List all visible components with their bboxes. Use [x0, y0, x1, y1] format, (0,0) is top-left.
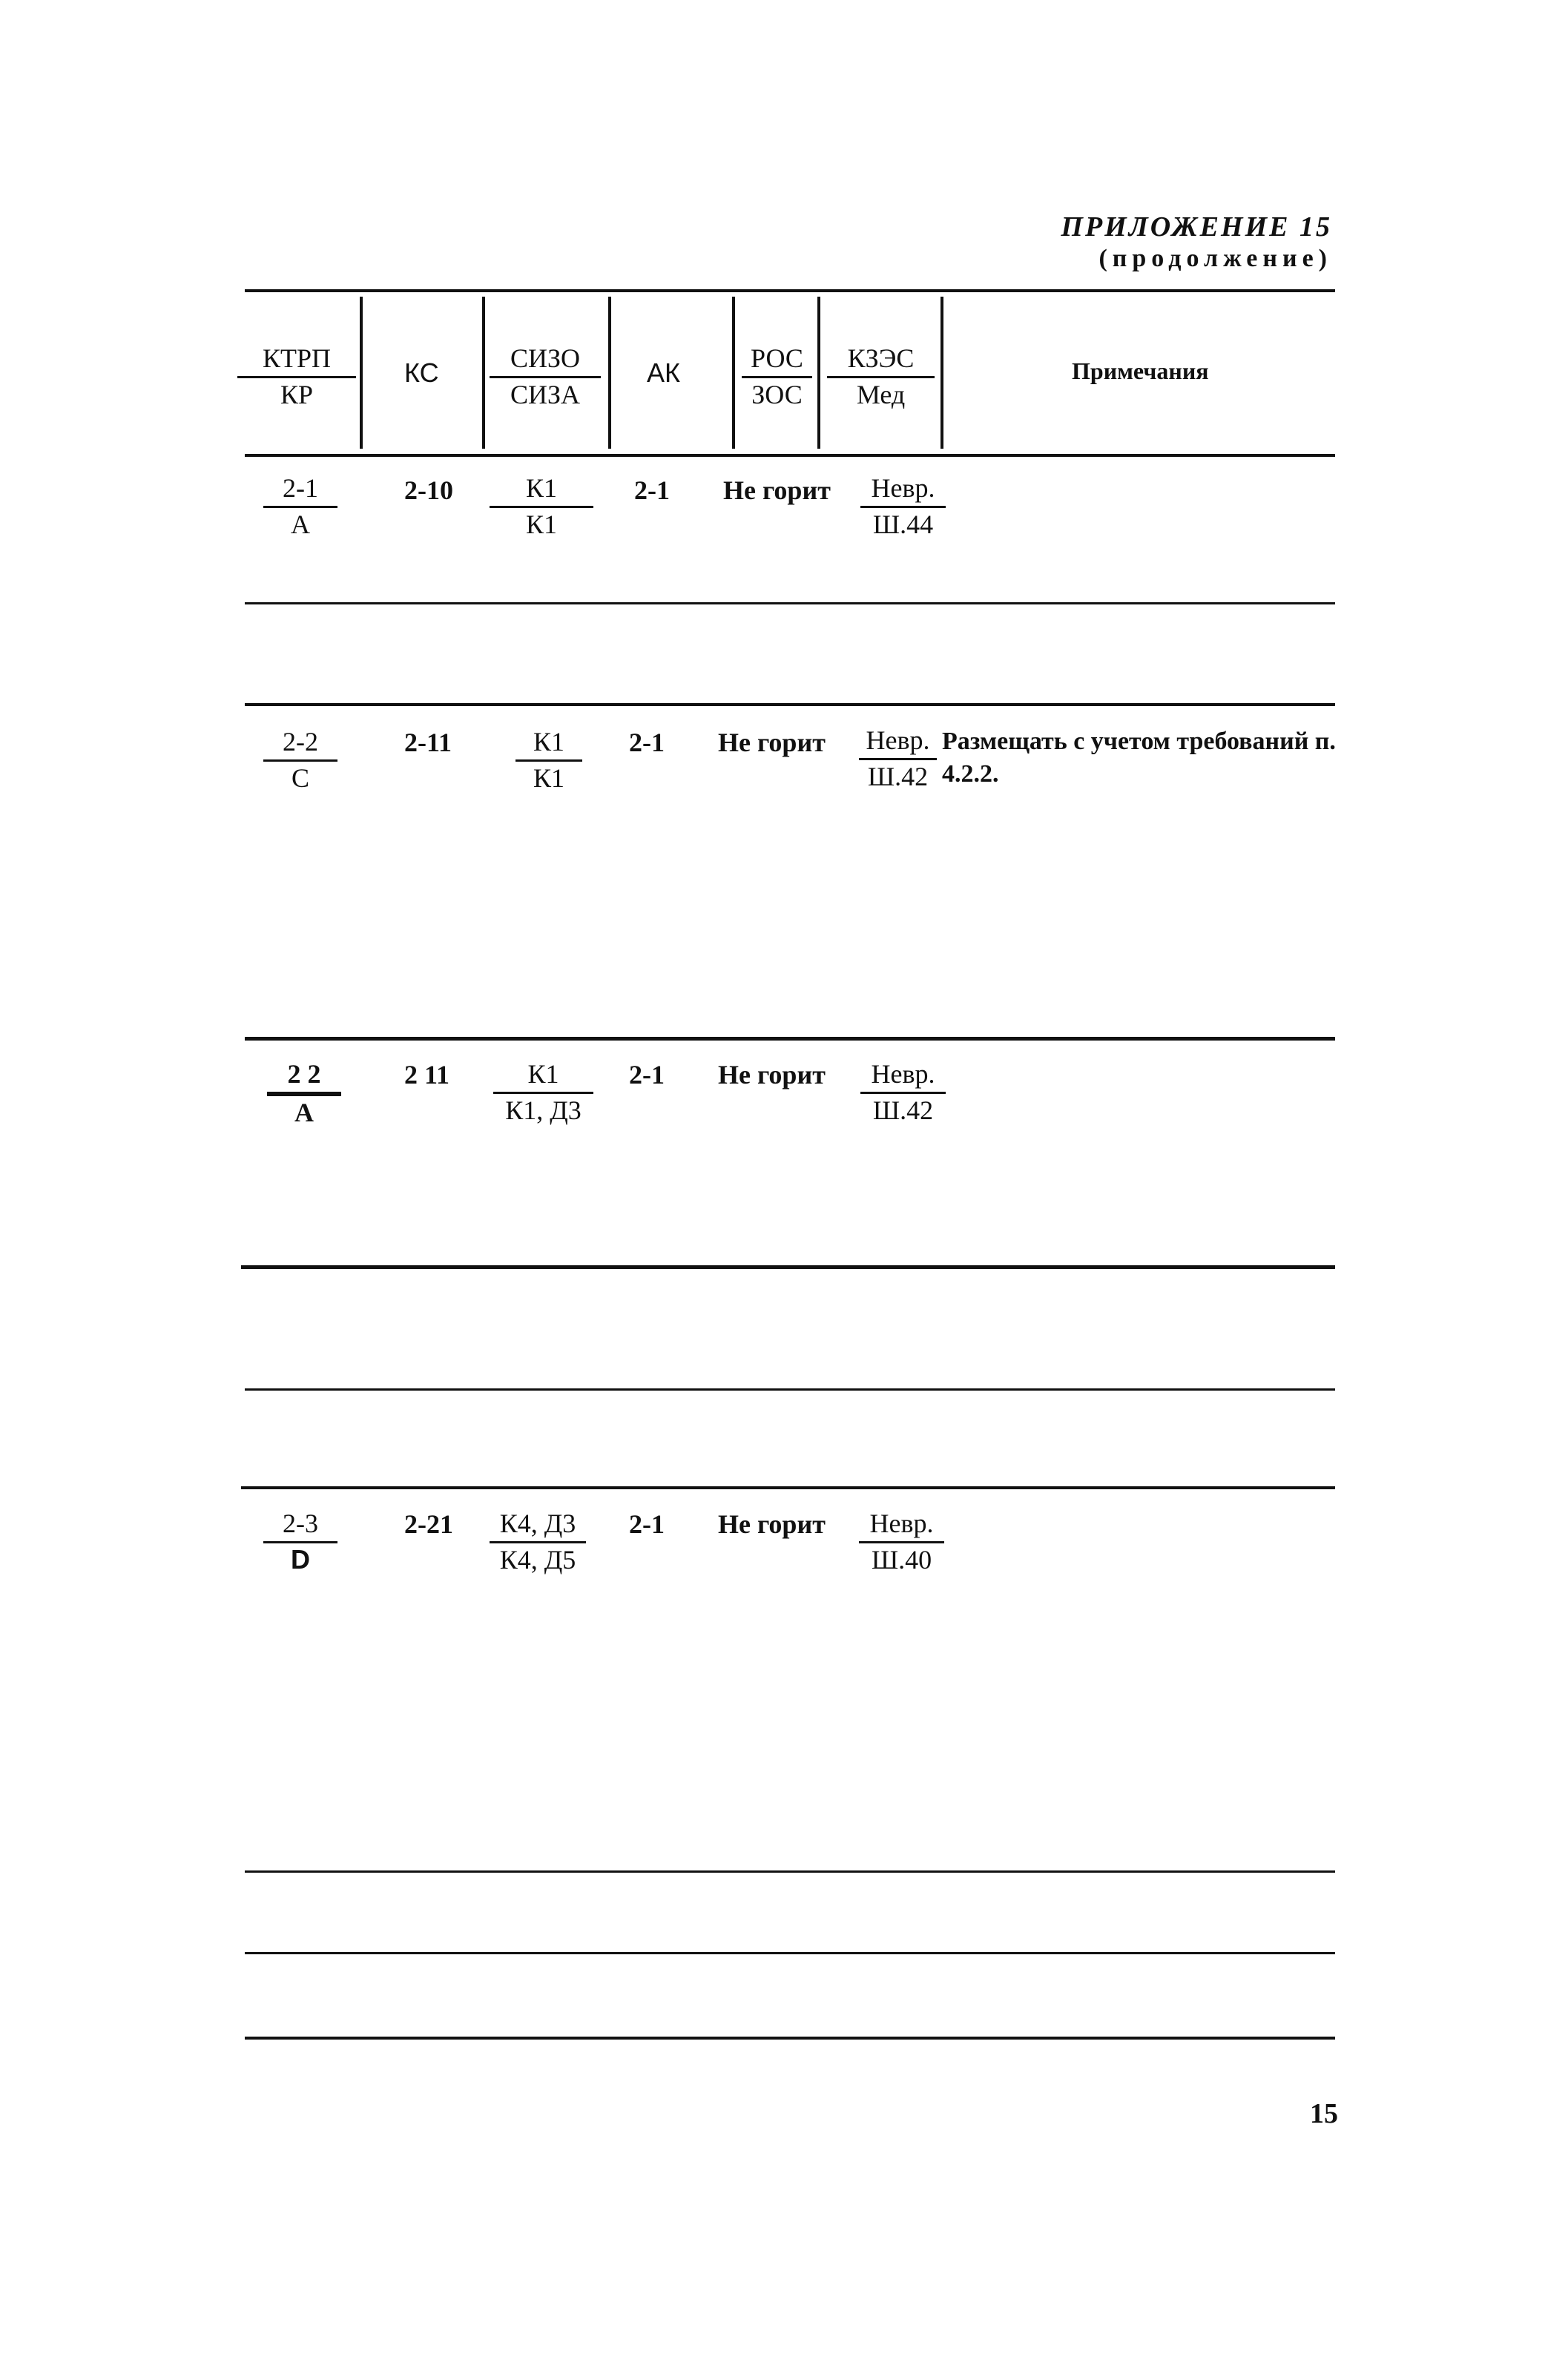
row3-kzes-den: Ш.42 — [872, 1095, 934, 1125]
header-ktrp-num: КТРП — [237, 345, 356, 378]
bottom-rule-3 — [245, 2037, 1335, 2040]
row1-bottom-rule — [245, 602, 1335, 604]
row2-top-rule — [245, 703, 1335, 706]
row4-ktrp — [263, 1510, 337, 1573]
header-ktrp — [237, 345, 356, 408]
row2-note: Размещать с учетом требований п. 4.2.2. — [942, 728, 1336, 788]
row1-ks: 2-10 — [404, 475, 453, 505]
appendix-title: ПРИЛОЖЕНИЕ 15 — [1061, 211, 1332, 243]
header-ak: АК — [647, 357, 680, 388]
row4-ros: Не горит — [718, 1509, 826, 1539]
row3-top-rule — [245, 1037, 1335, 1041]
row3-ak: 2-1 — [629, 1060, 665, 1090]
row4-sizo-den: К4, Д5 — [499, 1545, 576, 1575]
header-sizo — [490, 345, 601, 408]
row1-ktrp-den: A — [291, 510, 310, 539]
row4-kzes — [859, 1510, 944, 1573]
row3-ktrp-num: 2 2 — [267, 1061, 341, 1096]
row2-ktrp-den: C — [291, 763, 309, 793]
row4-ak: 2-1 — [629, 1509, 665, 1539]
row4-ktrp-num: 2-3 — [263, 1510, 337, 1543]
row1-sizo-num: К1 — [490, 475, 593, 508]
row2-ktrp — [263, 728, 337, 791]
row1-sizo-den: К1 — [525, 510, 557, 539]
row4-ks: 2-21 — [404, 1509, 453, 1539]
row1-ros: Не горит — [723, 475, 831, 505]
row1-ktrp — [263, 475, 337, 538]
row1-ktrp-num: 2-1 — [263, 475, 337, 508]
row3-sizo-num: К1 — [493, 1061, 593, 1094]
header-sizo-num: СИЗО — [490, 345, 601, 378]
header-sizo-den: СИЗА — [510, 380, 581, 409]
page-number: 15 — [1310, 2098, 1338, 2129]
row1-kzes-num: Невр. — [860, 475, 946, 508]
header-kzes — [827, 345, 935, 408]
header-ros-den: ЗОС — [751, 380, 803, 409]
row3-sizo — [493, 1061, 593, 1124]
header-ros — [742, 345, 812, 408]
row3-ktrp-den: A — [294, 1098, 314, 1127]
col-divider-6 — [941, 297, 943, 449]
row2-ak: 2-1 — [629, 728, 665, 757]
row3-ktrp — [267, 1061, 341, 1126]
row4-sizo-num: К4, Д3 — [490, 1510, 586, 1543]
col-divider-5 — [817, 297, 820, 449]
row1-sizo — [490, 475, 593, 538]
row1-kzes-den: Ш.44 — [872, 510, 934, 539]
col-divider-1 — [360, 297, 363, 449]
row4-top-rule — [241, 1486, 1335, 1489]
appendix-subtitle: (продолжение) — [1098, 245, 1332, 272]
bottom-rule-1 — [245, 1870, 1335, 1873]
row4-kzes-num: Невр. — [859, 1510, 944, 1543]
row2-sizo-den: К1 — [533, 763, 564, 793]
bottom-rule-2 — [245, 1952, 1335, 1954]
row1-kzes — [860, 475, 946, 538]
col-divider-4 — [732, 297, 735, 449]
header-kzes-den: Мед — [856, 380, 906, 409]
row2-kzes-den: Ш.42 — [867, 762, 929, 791]
header-ks: КС — [404, 357, 439, 388]
row4-kzes-den: Ш.40 — [871, 1545, 932, 1575]
row2-ktrp-num: 2-2 — [263, 728, 337, 762]
table-header-rule — [245, 454, 1335, 457]
row3-kzes-num: Невр. — [860, 1061, 946, 1094]
table-top-rule — [245, 289, 1335, 292]
row2-kzes — [859, 727, 937, 790]
row3-kzes — [860, 1061, 946, 1124]
row3-ros: Не горит — [718, 1060, 826, 1090]
row3-bottom-rule — [241, 1265, 1335, 1269]
row4-sizo — [490, 1510, 586, 1573]
row2-sizo — [515, 728, 582, 791]
row3-ks: 2 11 — [404, 1060, 450, 1090]
row2-ros: Не горит — [718, 728, 826, 757]
header-ktrp-den: КР — [280, 380, 314, 409]
row4-ktrp-den: D — [291, 1544, 310, 1575]
header-kzes-num: КЗЭС — [827, 345, 935, 378]
header-notes: Примечания — [1072, 357, 1209, 384]
row1-ak: 2-1 — [634, 475, 670, 505]
header-ros-num: РОС — [742, 345, 812, 378]
row3-extra-rule — [245, 1388, 1335, 1391]
col-divider-3 — [608, 297, 611, 449]
col-divider-2 — [482, 297, 485, 449]
row2-sizo-num: К1 — [515, 728, 582, 762]
row2-ks: 2-11 — [404, 728, 452, 757]
row2-kzes-num: Невр. — [859, 727, 937, 760]
row3-sizo-den: К1, Д3 — [505, 1095, 582, 1125]
